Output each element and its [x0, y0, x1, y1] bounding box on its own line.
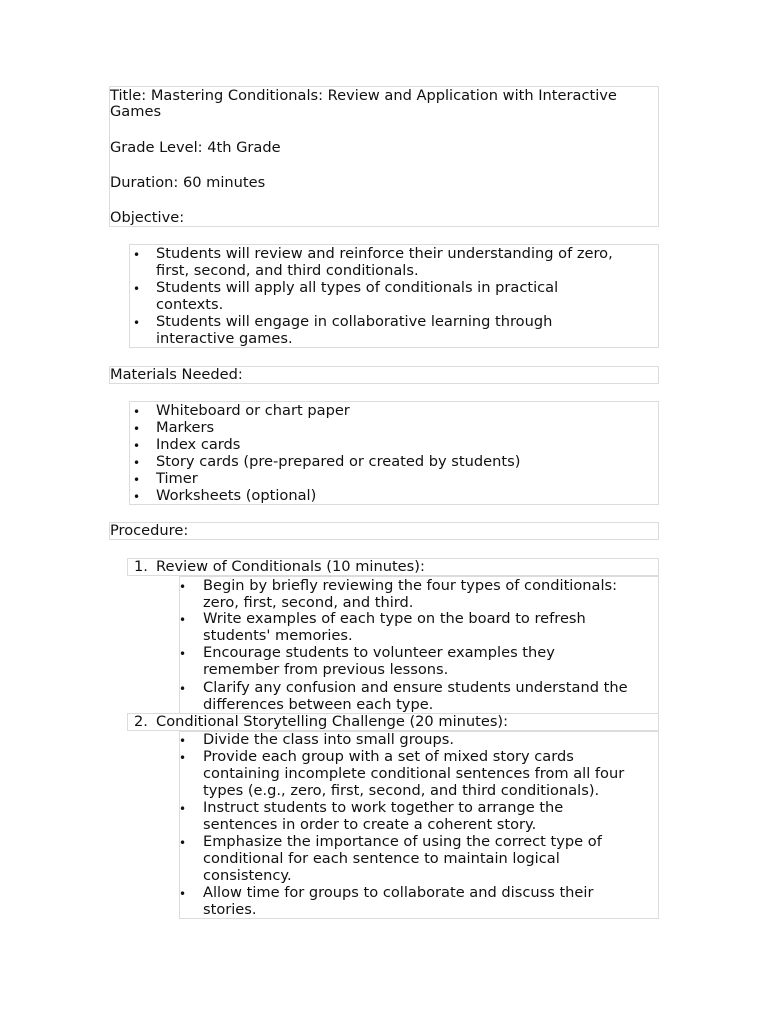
step-item: Encourage students to volunteer examples they [203, 644, 555, 661]
step-number: 1. [134, 558, 148, 575]
bullet-icon: • [133, 405, 141, 419]
step-item: Begin by briefly reviewing the four types of conditionals: [203, 577, 618, 594]
step-item-cont: consistency. [203, 867, 292, 884]
bullet-icon: • [133, 248, 141, 262]
material-item: Story cards (pre-prepared or created by students) [156, 453, 521, 470]
step-item-cont: conditional for each sentence to maintain logical [203, 850, 560, 867]
objective-item-cont: interactive games. [156, 330, 293, 347]
material-item: Timer [156, 470, 198, 487]
step-item-cont: zero, first, second, and third. [203, 594, 414, 611]
bullet-icon: • [133, 490, 141, 504]
document-title: Title: Mastering Conditionals: Review and Application with Interactive [110, 87, 617, 104]
step-item-cont: students' memories. [203, 627, 353, 644]
bullet-icon: • [179, 734, 187, 748]
objective-item-cont: first, second, and third conditionals. [156, 262, 419, 279]
bullet-icon: • [179, 682, 187, 696]
objective-label: Objective: [110, 209, 185, 226]
bullet-icon: • [179, 802, 187, 816]
step-item: Emphasize the importance of using the correct type of [203, 833, 602, 850]
procedure-heading: Procedure: [110, 522, 189, 539]
step-number: 2. [134, 713, 148, 730]
material-item: Worksheets (optional) [156, 487, 317, 504]
step-item-cont: remember from previous lessons. [203, 661, 449, 678]
step-item-cont: differences between each type. [203, 696, 434, 713]
step-item-cont: sentences in order to create a coherent story. [203, 816, 537, 833]
step-item-cont: types (e.g., zero, first, second, and third conditionals). [203, 782, 600, 799]
material-item: Markers [156, 419, 215, 436]
document-title-cont: Games [110, 103, 162, 120]
duration: Duration: 60 minutes [110, 174, 266, 191]
bullet-icon: • [179, 580, 187, 594]
bullet-icon: • [179, 647, 187, 661]
grade-level: Grade Level: 4th Grade [110, 139, 281, 156]
bullet-icon: • [179, 613, 187, 627]
objective-item: Students will apply all types of conditionals in practical [156, 279, 559, 296]
material-item: Whiteboard or chart paper [156, 402, 350, 419]
materials-heading: Materials Needed: [110, 366, 243, 383]
step-item: Allow time for groups to collaborate and discuss their [203, 884, 594, 901]
bullet-icon: • [133, 422, 141, 436]
step-item: Divide the class into small groups. [203, 731, 455, 748]
objective-item: Students will review and reinforce their understanding of zero, [156, 245, 613, 262]
step-item: Clarify any confusion and ensure students understand the [203, 679, 628, 696]
header-section [109, 86, 659, 227]
step-heading: Review of Conditionals (10 minutes): [156, 558, 425, 575]
bullet-icon: • [179, 751, 187, 765]
step-item-cont: stories. [203, 901, 257, 918]
step-item: Provide each group with a set of mixed story cards [203, 748, 574, 765]
bullet-icon: • [179, 887, 187, 901]
step-heading: Conditional Storytelling Challenge (20 minutes): [156, 713, 509, 730]
material-item: Index cards [156, 436, 241, 453]
bullet-icon: • [133, 282, 141, 296]
bullet-icon: • [133, 316, 141, 330]
bullet-icon: • [133, 473, 141, 487]
objective-item-cont: contexts. [156, 296, 224, 313]
bullet-icon: • [133, 456, 141, 470]
objective-item: Students will engage in collaborative learning through [156, 313, 553, 330]
bullet-icon: • [133, 439, 141, 453]
step-item: Instruct students to work together to arrange the [203, 799, 564, 816]
procedure-heading-box [109, 522, 659, 540]
step-item: Write examples of each type on the board to refresh [203, 610, 586, 627]
step-item-cont: containing incomplete conditional sentences from all four [203, 765, 625, 782]
bullet-icon: • [179, 836, 187, 850]
